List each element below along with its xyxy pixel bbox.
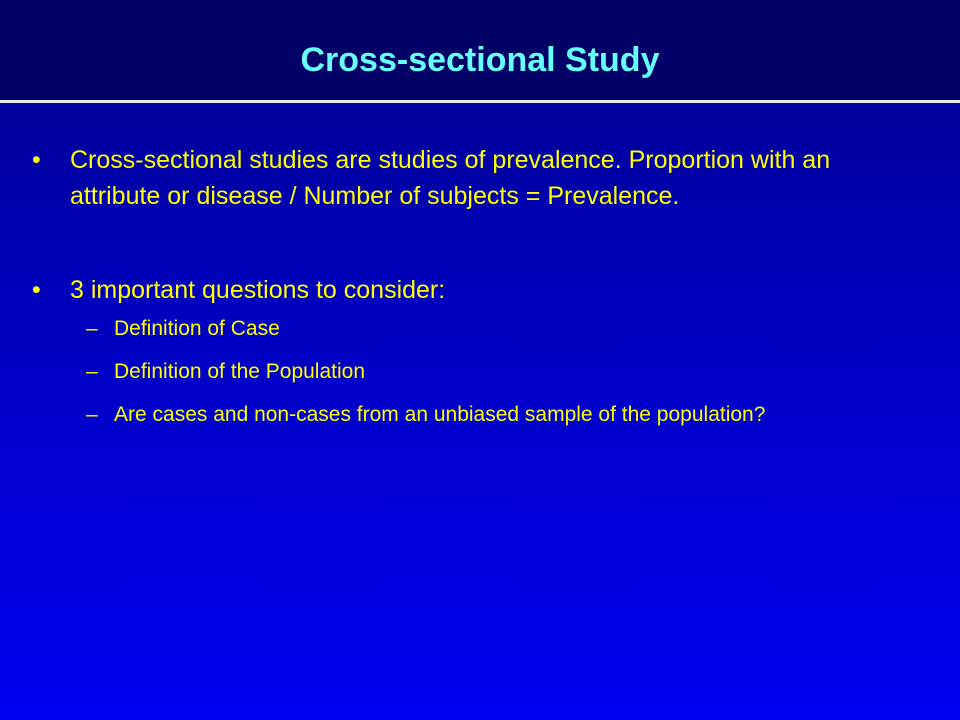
bullet-icon: • [32, 146, 41, 174]
slide-content [30, 142, 920, 443]
sub-list [30, 314, 920, 430]
bullet-item [30, 272, 920, 308]
bullet-text: 3 important questions to consider: [70, 276, 446, 304]
sub-item [30, 400, 920, 430]
dash-icon: – [86, 360, 98, 383]
dash-icon: – [86, 403, 98, 426]
title-divider [0, 100, 960, 103]
dash-icon: – [86, 317, 98, 340]
sub-item-text: Are cases and non-cases from an unbiased sample of the population? [114, 403, 766, 426]
slide-title: Cross-sectional Study [300, 41, 660, 79]
bullet-text: Cross-sectional studies are studies of prevalence. Proportion with an attribute or disease / Number of subjects = Prevalence. [70, 146, 831, 210]
bullet-icon: • [32, 276, 41, 304]
sub-item [30, 314, 920, 344]
sub-item-text: Definition of Case [114, 317, 280, 340]
sub-item [30, 357, 920, 387]
bullet-item [30, 142, 920, 214]
sub-item-text: Definition of the Population [114, 360, 366, 383]
